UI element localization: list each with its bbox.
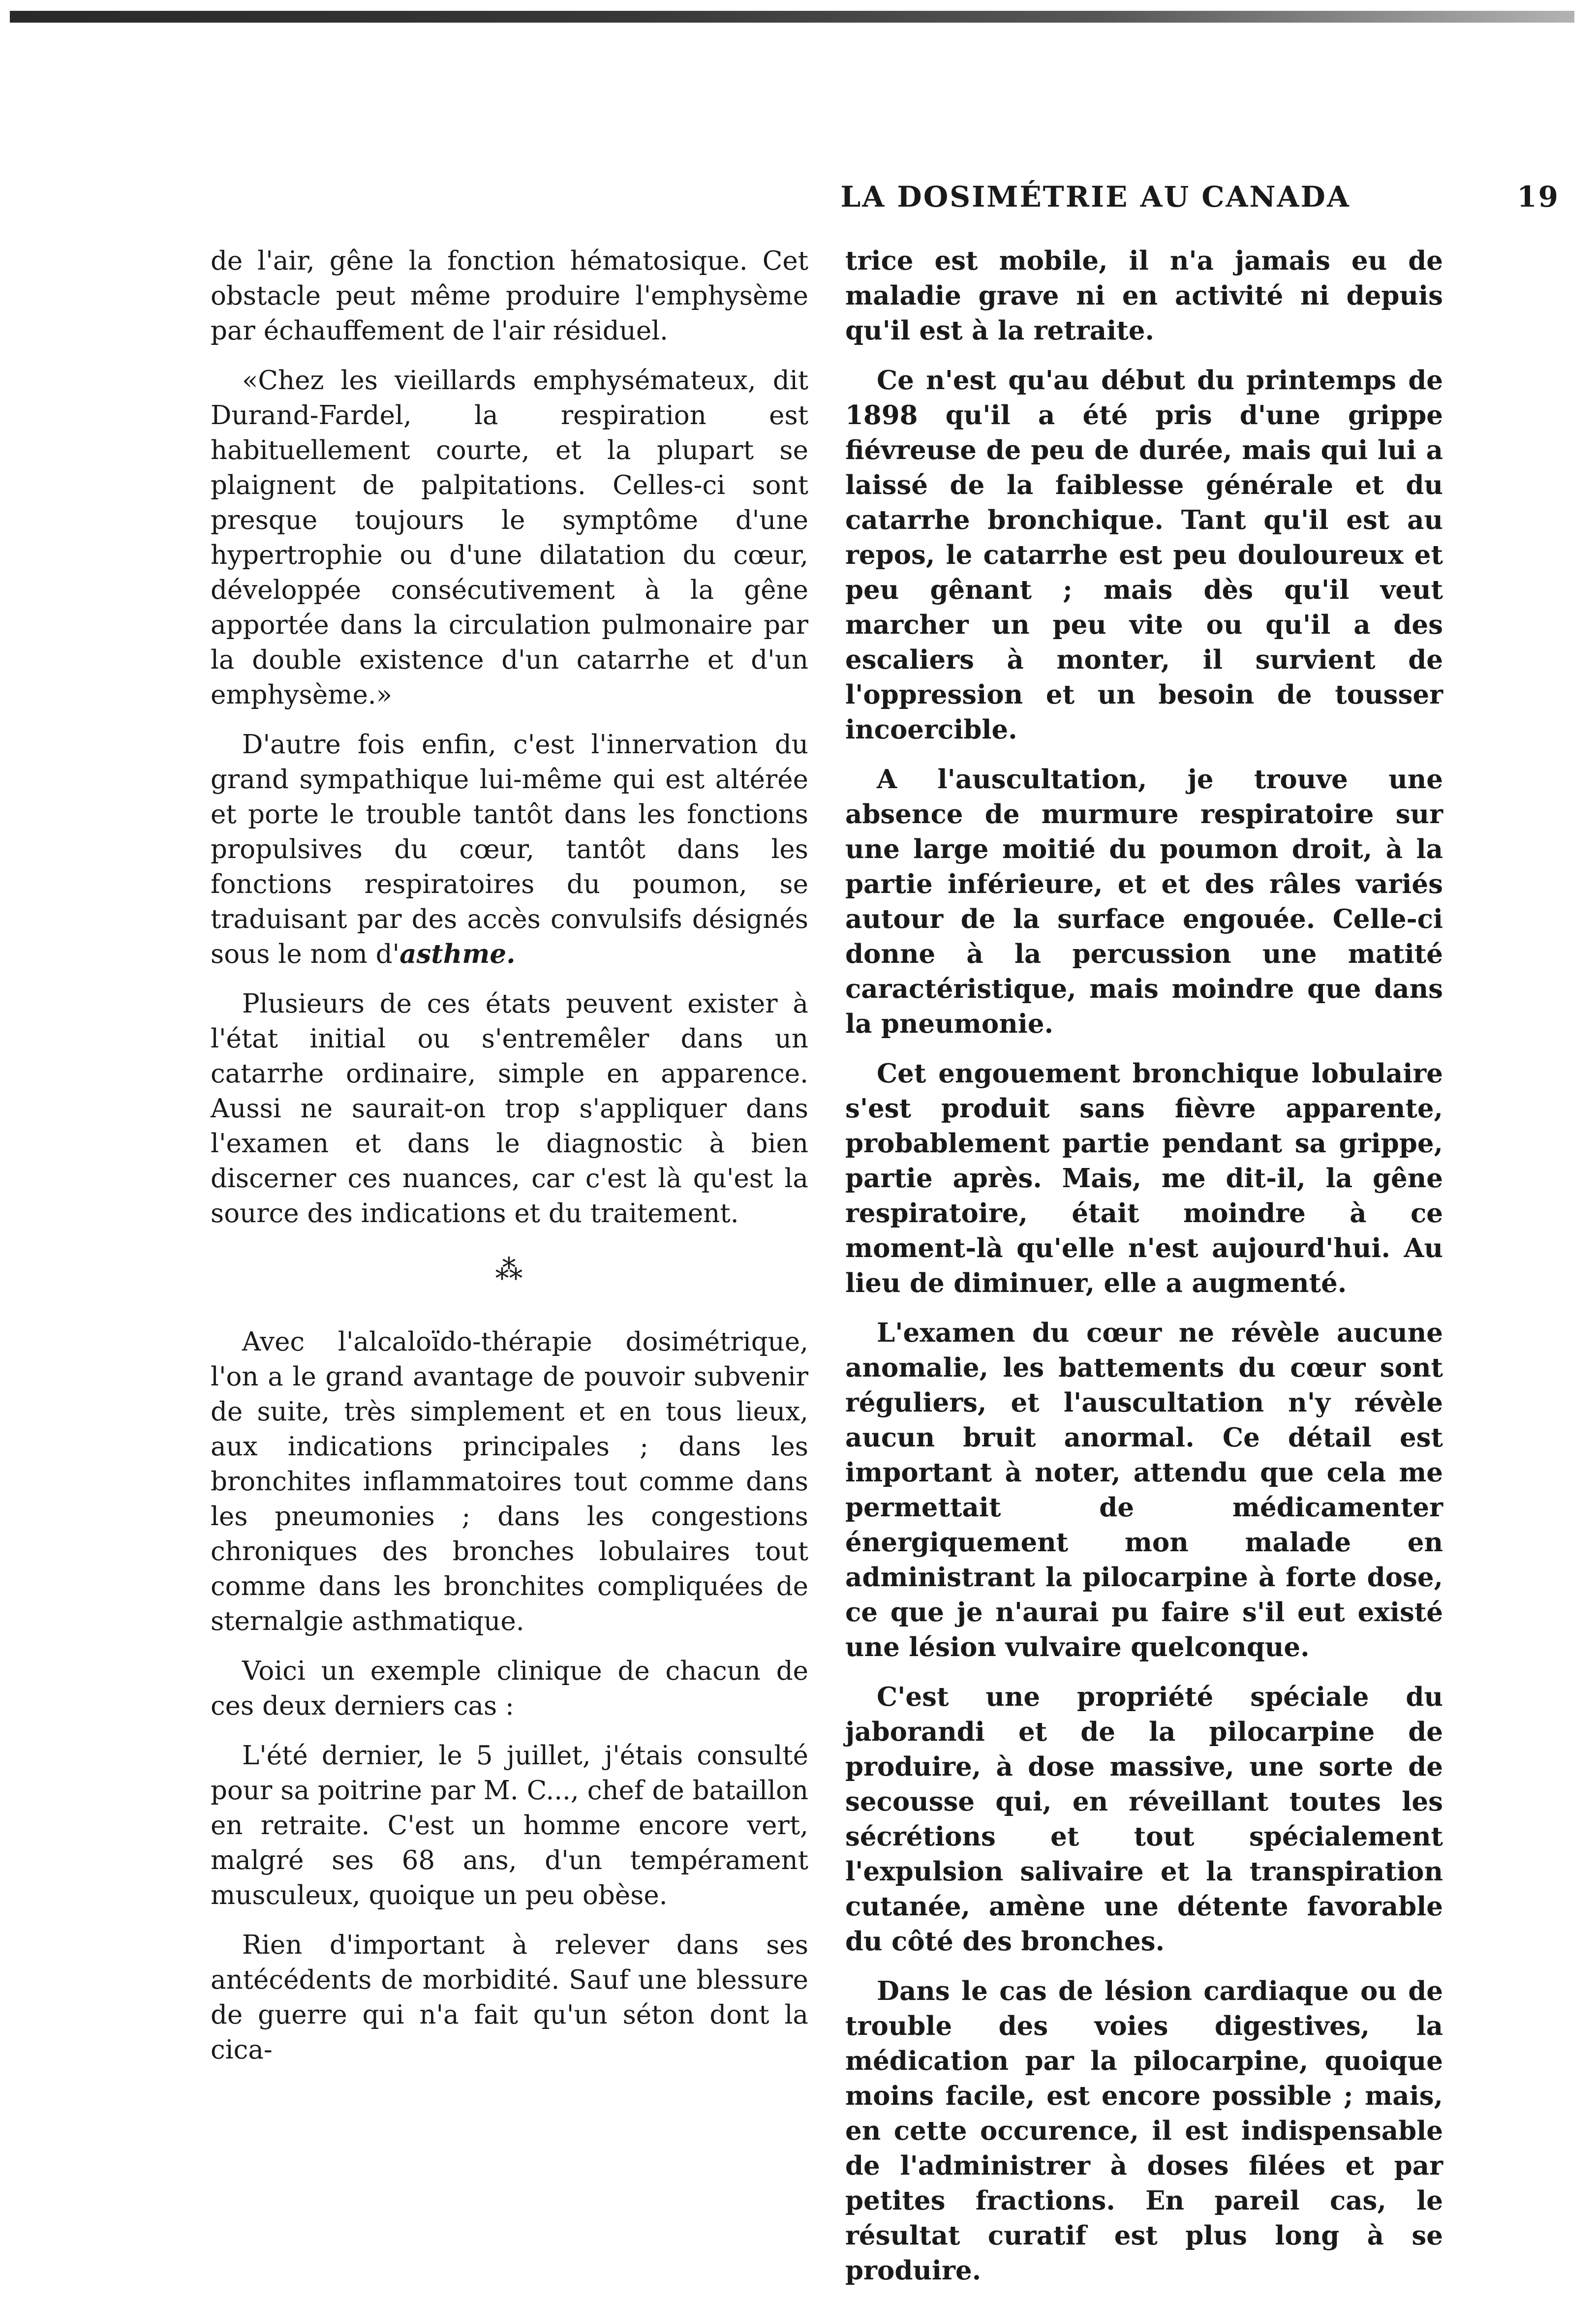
page-title: LA DOSIMÉTRIE AU CANADA: [840, 180, 1350, 214]
paragraph: trice est mobile, il n'a jamais eu de maladie grave ni en activité ni depuis qu'il est à la retraite.: [845, 246, 1443, 346]
paragraph: Ce n'est qu'au début du printemps de 1898 qu'il a été pris d'une grippe fiévreuse de peu de durée, mais qui lui a laissé de la faiblesse générale et du catarrhe bronchique. Tant qu'il est au repos, le catarrhe est peu douloureux et peu gênant ; mais dès qu'il veut marcher un peu vite ou qu'il a des escaliers à monter, il survient de l'oppression et un besoin de tousser incoercible.: [845, 365, 1443, 745]
asterism-separator: ⁂: [495, 1254, 524, 1286]
top-border-rule: [10, 11, 1574, 23]
paragraph: Rien d'important à relever dans ses antécédents de morbidité. Sauf une blessure de guerre qui n'a fait qu'un séton dont la cica-: [211, 1930, 808, 2065]
paragraph: Dans le cas de lésion cardiaque ou de trouble des voies digestives, la médication par la pilocarpine, quoique moins facile, est encore possible ; mais, en cette occurence, il est indispensable de l'administrer à doses filées et par petites fractions. En pareil cas, le résultat curatif est plus long à se produire.: [845, 1976, 1443, 2286]
paragraph: L'été dernier, le 5 juillet, j'étais consulté pour sa poitrine par M. C..., chef de bataillon en retraite. C'est un homme encore vert, malgré ses 68 ans, d'un tempérament musculeux, quoique un peu obèse.: [211, 1741, 808, 1910]
paragraph: de l'air, gêne la fonction hématosique. Cet obstacle peut même produire l'emphysème par échauffement de l'air résiduel.: [211, 246, 808, 346]
paragraph: «Chez les vieillards emphysémateux, dit Durand-Fardel, la respiration est habituellement courte, et la plupart se plaignent de palpitations. Celles-ci sont presque toujours le symptôme d'une hypertrophie ou d'une dilatation du cœur, développée consécutivement à la gêne apportée dans la circulation pulmonaire par la double existence d'un catarrhe et d'un emphysème.»: [211, 366, 808, 710]
running-header: [585, 180, 1560, 214]
paragraph: Voici un exemple clinique de chacun de ces deux derniers cas :: [211, 1656, 808, 1721]
italic-term: asthme.: [399, 939, 516, 969]
paragraph: Cet engouement bronchique lobulaire s'est produit sans fièvre apparente, probablement partie pendant sa grippe, partie après. Mais, me dit-il, la gêne respiratoire, était moindre à ce moment-là qu'elle n'est aujourd'hui. Au lieu de diminuer, elle a augmenté.: [845, 1058, 1443, 1298]
paragraph: Plusieurs de ces états peuvent exister à l'état initial ou s'entremêler dans un catarrhe ordinaire, simple en apparence. Aussi ne saurait-on trop s'appliquer dans l'examen et dans le diagnostic à bien discerner ces nuances, car c'est là qu'est la source des indications et du traitement.: [211, 989, 808, 1228]
page-number: 19: [1517, 180, 1560, 214]
paragraph: A l'auscultation, je trouve une absence de murmure respiratoire sur une large moitié du poumon droit, à la partie inférieure, et et des râles variés autour de la surface engouée. Celle-ci donne à la percussion une matité caractéristique, mais moindre que dans la pneumonie.: [845, 764, 1443, 1039]
left-column: [211, 244, 808, 2082]
paragraph-text: D'autre fois enfin, c'est l'innervation du grand sympathique lui-même qui est altérée et porte le trouble tantôt dans les fonctions propulsives du cœur, tantôt dans les fonctions respiratoires du poumon, se traduisant par des accès convulsifs désignés sous le nom d': [211, 730, 808, 969]
paragraph: [211, 727, 808, 972]
right-column: [845, 244, 1443, 2303]
paragraph: C'est une propriété spéciale du jaborandi et de la pilocarpine de produire, à dose massive, une sorte de secousse qui, en réveillant toutes les sécrétions et tout spécialement l'expulsion salivaire et la transpiration cutanée, amène une détente favorable du côté des bronches.: [845, 1682, 1443, 1957]
paragraph: Avec l'alcaloïdo-thérapie dosimétrique, l'on a le grand avantage de pouvoir subvenir de suite, très simplement et en tous lieux, aux indications principales ; dans les bronchites inflammatoires tout comme dans les pneumonies ; dans les congestions chroniques des bronches lobulaires tout comme dans les bronchites compliquées de sternalgie asthmatique.: [211, 1327, 808, 1636]
paragraph: L'examen du cœur ne révèle aucune anomalie, les battements du cœur sont réguliers, et l'auscultation n'y révèle aucun bruit anormal. Ce détail est important à noter, attendu que cela me permettait de médicamenter énergiquement mon malade en administrant la pilocarpine à forte dose, ce que je n'aurai pu faire s'il eut existé une lésion vulvaire quelconque.: [845, 1318, 1443, 1662]
